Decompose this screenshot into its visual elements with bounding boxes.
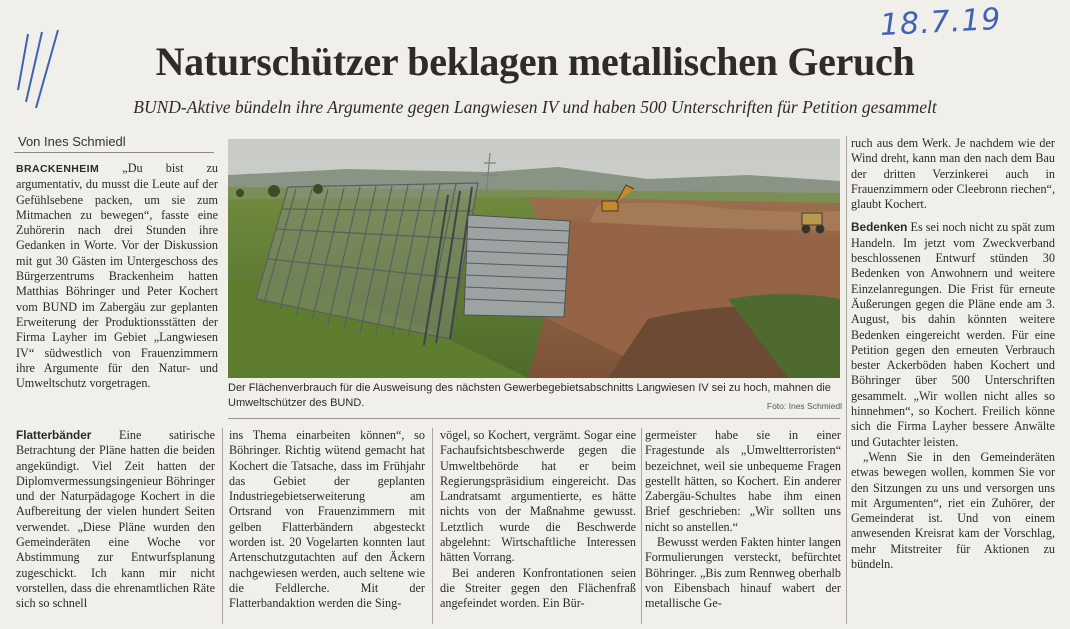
column-divider xyxy=(846,136,847,624)
byline: Von Ines Schmiedl xyxy=(18,134,126,149)
article-column-1 xyxy=(16,161,218,391)
column-text: „Wenn Sie in den Gemeinderäten etwas bewegen wollen, kommen Sie vor den Sitzungen zu uns und versorgen uns mit Argumenten“, riet ein Zuhörer, der Gemeinderat ist. Und von einem anwesenden Kreisrat kam der Vorschlag, mehr Mitstreiter für Aktionen zu bündeln. xyxy=(851,449,1055,572)
article-column-2 xyxy=(16,428,215,628)
article-photo xyxy=(228,139,840,378)
subheadline: BUND-Aktive bündeln ihre Argumente gegen Langwiesen IV und haben 500 Unterschriften für Petition gesammelt xyxy=(133,97,937,117)
section-keyword: Flatterbänder xyxy=(16,428,92,442)
column-text: Es sei noch nicht zu spät zum Handeln. Im jetzt vom Zweckverband beschlossenen Entwurf stünden 30 Bedenken von Anwohnern und weitere Einzelanregungen. Die Frist für erneute Äußerungen gegen die Pläne ende am 3. August, bis dahin könnten weitere Bedenken eingereicht werden. Für eine Petition gegen den erneuten Verbrauch bester Ackerböden haben Kochert und Böhringer über 500 Unterschriften gesammelt. „Wir wollen nicht alles so hinnehmen“, so Kochert. Freilich könne sich die Firma Layher bessere Anwälte und Gutachter leisten. xyxy=(851,220,1055,449)
column-text: ruch aus dem Werk. Je nachdem wie der Wind dreht, kann man den nach dem Bau der dritten Verzinkerei auch in Frauenzimmern oder Cleebronn riechen“, glaubt Kochert. xyxy=(851,136,1055,212)
caption-divider xyxy=(228,418,840,419)
column-text: Bewusst werden Fakten hinter langen Formulierungen versteckt, befürchtet Böhringer. „Bis zum Rennweg oberhalb von Eibensbach hinauf wabert der metallische Ge- xyxy=(645,535,841,611)
photo-credit: Foto: Ines Schmiedl xyxy=(766,401,842,411)
article-column-6 xyxy=(851,136,1055,626)
column-divider xyxy=(641,428,642,624)
construction-site-image xyxy=(228,139,840,378)
column-text: „Du bist zu argumentativ, du musst die Leute auf der Gefühlsebene packen, um sie zum Mitmachen zu bewegen“, fasste eine Zuhörerin nach drei Stunden ihre Gedanken in Worte. Vor der Diskussion mit gut 30 Gästen im Untergeschoss des Bürgerzentrums Brackenheim hatten Matthias Böhringer und Peter Kochert vom BUND im Zabergäu zur geplanten Erweiterung der Produktionsstätten der Firma Layher im Gebiet „Langwiesen IV“ südwestlich von Frauenzimmern ihre Argumente für den Natur- und Umweltschutz vorgetragen. xyxy=(16,161,218,391)
column-text: ins Thema einarbeiten können“, so Böhringer. Richtig wütend gemacht hat Kochert die Tatsache, dass im Frühjahr das Gebiet der geplanten Industriegebietserweiterung am Ortsrand von Frauenzimmern mit gelben Flatterbändern abgesteckt worden ist. 20 Vogelarten konnten laut Artenschutzgutachten auf den Äckern nachgewiesen werden, auch seltene wie die Feldlerche. Mit der Flatterbandaktion werden die Sing- xyxy=(229,428,425,611)
headline: Naturschützer beklagen metallischen Geruch xyxy=(155,39,915,84)
column-text: vögel, so Kochert, vergrämt. Sogar eine Fachaufsichtsbeschwerde gegen die Umweltbehörde hat er beim Regierungspräsidium eingereicht. Das Landratsamt argumentierte, es hätte nichts von der Maßnahme gewusst. Letztlich wurde die Beschwerde abgelehnt: Wirtschaftliche Interessen hätten Vorrang. xyxy=(440,428,636,565)
photo-caption: Der Flächenverbrauch für die Ausweisung des nächsten Gewerbegebietsabschnitts Langwiesen IV sei zu hoch, mahnen die Umweltschützer des BUND. xyxy=(228,382,831,409)
column-text: Bei anderen Konfrontationen seien die Streiter gegen den Flächenfraß angefeindet worden. Ein Bür- xyxy=(440,565,636,611)
handwritten-date: 18.7.19 xyxy=(879,1,1003,44)
article-column-3 xyxy=(229,428,425,628)
column-divider xyxy=(222,428,223,624)
article-column-4 xyxy=(440,428,636,628)
byline-divider xyxy=(14,152,214,153)
column-divider xyxy=(432,428,433,624)
column-text: germeister habe sie in einer Fragestunde als „Umweltterroristen“ bezeichnet, weil sie unbequeme Fragen gestellt hätten, so Kochert. Ein anderer Zabergäu-Schultes habe ihm einen Brief geschrieben: „Wir sollten uns nicht so anstellen.“ xyxy=(645,428,841,534)
section-keyword: Bedenken xyxy=(851,220,908,235)
column-text: Eine satirische Betrachtung der Pläne hatten die beiden angekündigt. Viel Zeit hatten der Diplomvermessungsingenieur Böhringer und der Naturpädagoge Kochert in die Aufbereitung der vielen hundert Seiten verwendet. „Diese Pläne wurden den Gemeinderäten eine Woche vor Abstimmung zur Entwurfsplanung zugeschickt. Ich kann mir nicht vorstellen, dass die ehrenamtlichen Räte sich so schnell xyxy=(16,428,215,611)
article-column-5 xyxy=(645,428,841,628)
dateline: BRACKENHEIM xyxy=(16,163,100,175)
